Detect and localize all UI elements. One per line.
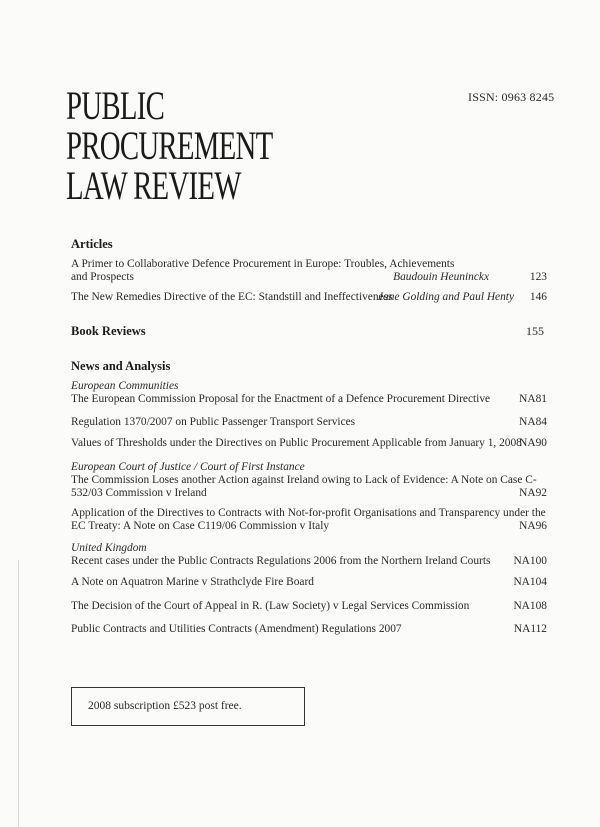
news-entry[interactable] xyxy=(71,542,547,568)
news-title: Regulation 1370/2007 on Public Passenger Transport Services xyxy=(71,416,356,428)
news-page: NA81 xyxy=(519,393,547,405)
news-title: Recent cases under the Public Contracts Regulations 2006 from the Northern Ireland Courts xyxy=(71,555,491,567)
news-category: United Kingdom xyxy=(71,542,147,554)
news-entry[interactable] xyxy=(71,576,547,589)
news-title: The Commission Loses another Action against Ireland owing to Lack of Evidence: A Note on Case C-532/03 Commission v Ireland xyxy=(71,474,537,499)
news-page: NA112 xyxy=(513,623,547,635)
article-author: Jane Golding and Paul Henty xyxy=(378,291,515,303)
news-page: NA100 xyxy=(513,555,547,567)
book-reviews-page: 155 xyxy=(526,324,544,338)
news-entry[interactable] xyxy=(71,600,547,613)
news-title: The European Commission Proposal for the Enactment of a Defence Procurement Directive xyxy=(71,393,491,405)
news-page: NA84 xyxy=(519,416,547,428)
article-title: A Primer to Collaborative Defence Procurement in Europe: Troubles, Achievements and Prospects xyxy=(71,258,455,283)
masthead-line-1: PUBLIC xyxy=(66,83,165,128)
news-title: Public Contracts and Utilities Contracts (Amendment) Regulations 2007 xyxy=(71,623,402,635)
news-category: European Communities xyxy=(71,380,179,392)
news-entry[interactable] xyxy=(71,437,547,450)
journal-masthead xyxy=(66,83,353,208)
news-title: The Decision of the Court of Appeal in R. (Law Society) v Legal Services Commission xyxy=(71,600,470,612)
news-heading: News and Analysis xyxy=(71,359,171,373)
articles-heading: Articles xyxy=(71,237,113,251)
issn-label: ISSN: 0963 8245 xyxy=(468,90,555,104)
news-title: Values of Thresholds under the Directives on Public Procurement Applicable from January 1, 2008 xyxy=(71,437,522,449)
article-author: Baudouin Heuninckx xyxy=(393,271,489,283)
article-page: 146 xyxy=(529,291,547,303)
news-page: NA96 xyxy=(519,520,547,532)
news-category: European Court of Justice / Court of First Instance xyxy=(71,461,305,473)
article-entry[interactable] xyxy=(71,258,547,284)
news-entry[interactable] xyxy=(71,416,547,429)
article-title: The New Remedies Directive of the EC: Standstill and Ineffectiveness xyxy=(71,291,393,303)
news-title: Application of the Directives to Contracts with Not-for-profit Organisations and Transparency under the EC Treaty: A Note on Case C119/06 Commission v Italy xyxy=(71,507,546,532)
news-page: NA92 xyxy=(519,487,547,499)
news-entry[interactable] xyxy=(71,507,547,533)
masthead-line-2: PROCUREMENT xyxy=(66,123,273,168)
news-title: A Note on Aquatron Marine v Strathclyde Fire Board xyxy=(71,576,314,588)
subscription-box xyxy=(71,687,305,726)
masthead-line-3: LAW REVIEW xyxy=(66,163,241,208)
news-page: NA104 xyxy=(513,576,547,588)
book-reviews-heading: Book Reviews xyxy=(71,324,146,338)
article-page: 123 xyxy=(529,271,547,283)
news-entry[interactable] xyxy=(71,380,547,406)
news-entry[interactable] xyxy=(71,623,547,636)
page-edge-line xyxy=(18,560,19,827)
news-entry[interactable] xyxy=(71,461,547,500)
news-page: NA108 xyxy=(513,600,547,612)
subscription-text: 2008 subscription £523 post free. xyxy=(88,700,242,712)
article-entry[interactable] xyxy=(71,291,547,304)
news-page: NA90 xyxy=(519,437,547,449)
